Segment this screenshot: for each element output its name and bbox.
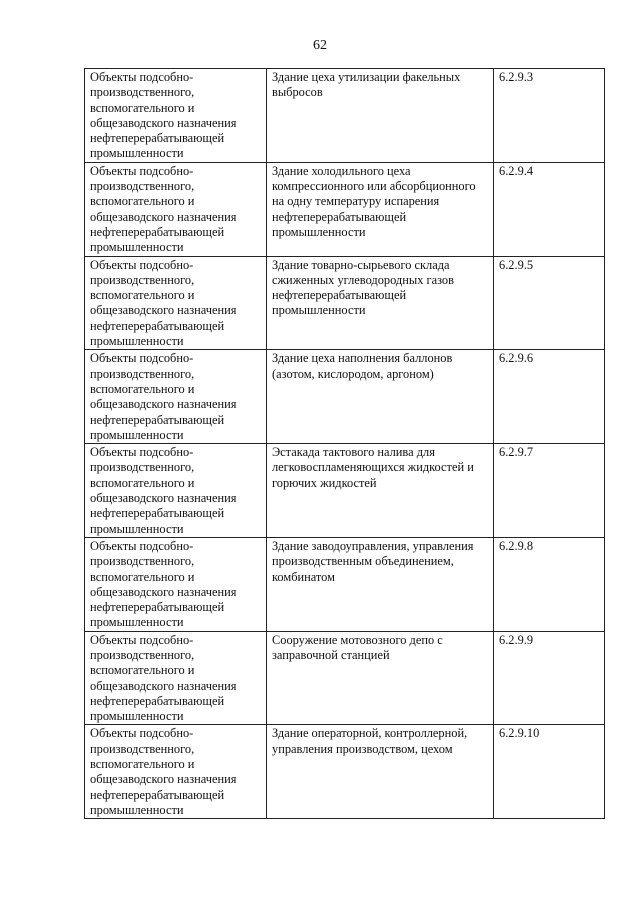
category-text: Объекты подсобно-производственного, вспомогательного и общезаводского назначения нефтеперерабатывающей промышленности: [90, 163, 237, 255]
object-cell: [267, 256, 494, 350]
code-cell: [494, 162, 605, 256]
code-text: 6.2.9.7: [499, 445, 534, 460]
page-number: 62: [313, 38, 327, 53]
table-row: [85, 256, 605, 350]
classification-table: [84, 68, 605, 819]
code-cell: [494, 69, 605, 163]
category-cell: [85, 631, 267, 725]
code-text: 6.2.9.9: [499, 632, 534, 647]
object-text: Здание цеха утилизации факельных выбросов: [272, 70, 461, 100]
code-cell: [494, 631, 605, 725]
table-row: [85, 725, 605, 819]
object-cell: [267, 444, 494, 538]
object-cell: [267, 162, 494, 256]
code-cell: [494, 256, 605, 350]
category-text: Объекты подсобно-производственного, вспомогательного и общезаводского назначения нефтеперерабатывающей промышленности: [90, 70, 237, 161]
object-cell: [267, 537, 494, 631]
category-cell: [85, 69, 267, 163]
category-cell: [85, 256, 267, 350]
category-cell: [85, 162, 267, 256]
category-text: Объекты подсобно-производственного, вспомогательного и общезаводского назначения нефтеперерабатывающей промышленности: [90, 257, 237, 349]
object-text: Здание операторной, контроллерной, управления производством, цехом: [272, 726, 468, 756]
category-cell: [85, 537, 267, 631]
object-text: Здание товарно-сырьевого склада сжиженных углеводородных газов нефтеперерабатывающей промышленности: [272, 257, 454, 318]
table-row: [85, 631, 605, 725]
category-cell: [85, 725, 267, 819]
code-text: 6.2.9.10: [499, 726, 540, 741]
category-text: Объекты подсобно-производственного, вспомогательного и общезаводского назначения нефтеперерабатывающей промышленности: [90, 632, 237, 724]
category-text: Объекты подсобно-производственного, вспомогательного и общезаводского назначения нефтеперерабатывающей промышленности: [90, 445, 237, 536]
code-cell: [494, 725, 605, 819]
code-text: 6.2.9.8: [499, 538, 534, 553]
table-row: [85, 162, 605, 256]
code-cell: [494, 444, 605, 538]
table-row: [85, 69, 605, 163]
code-cell: [494, 350, 605, 444]
object-text: Здание заводоуправления, управления производственным объединением, комбинатом: [272, 538, 474, 584]
category-text: Объекты подсобно-производственного, вспомогательного и общезаводского назначения нефтеперерабатывающей промышленности: [90, 351, 237, 442]
category-text: Объекты подсобно-производственного, вспомогательного и общезаводского назначения нефтеперерабатывающей промышленности: [90, 726, 237, 817]
object-cell: [267, 69, 494, 163]
table-row: [85, 444, 605, 538]
category-cell: [85, 444, 267, 538]
table-row: [85, 537, 605, 631]
code-text: 6.2.9.6: [499, 351, 534, 366]
object-cell: [267, 725, 494, 819]
object-cell: [267, 350, 494, 444]
code-text: 6.2.9.3: [499, 70, 534, 84]
table-row: [85, 350, 605, 444]
object-text: Здание цеха наполнения баллонов (азотом, кислородом, аргоном): [272, 351, 453, 381]
code-text: 6.2.9.4: [499, 163, 534, 178]
object-cell: [267, 631, 494, 725]
code-text: 6.2.9.5: [499, 257, 534, 272]
object-text: Здание холодильного цеха компрессионного или абсорбционного на одну температуру испарения нефтеперерабатывающей промышленности: [272, 163, 476, 239]
object-text: Эстакада тактового налива для легковоспламеняющихся жидкостей и горючих жидкостей: [272, 445, 474, 490]
category-cell: [85, 350, 267, 444]
code-cell: [494, 537, 605, 631]
object-text: Сооружение мотовозного депо с заправочной станцией: [272, 632, 443, 662]
category-text: Объекты подсобно-производственного, вспомогательного и общезаводского назначения нефтеперерабатывающей промышленности: [90, 538, 237, 630]
